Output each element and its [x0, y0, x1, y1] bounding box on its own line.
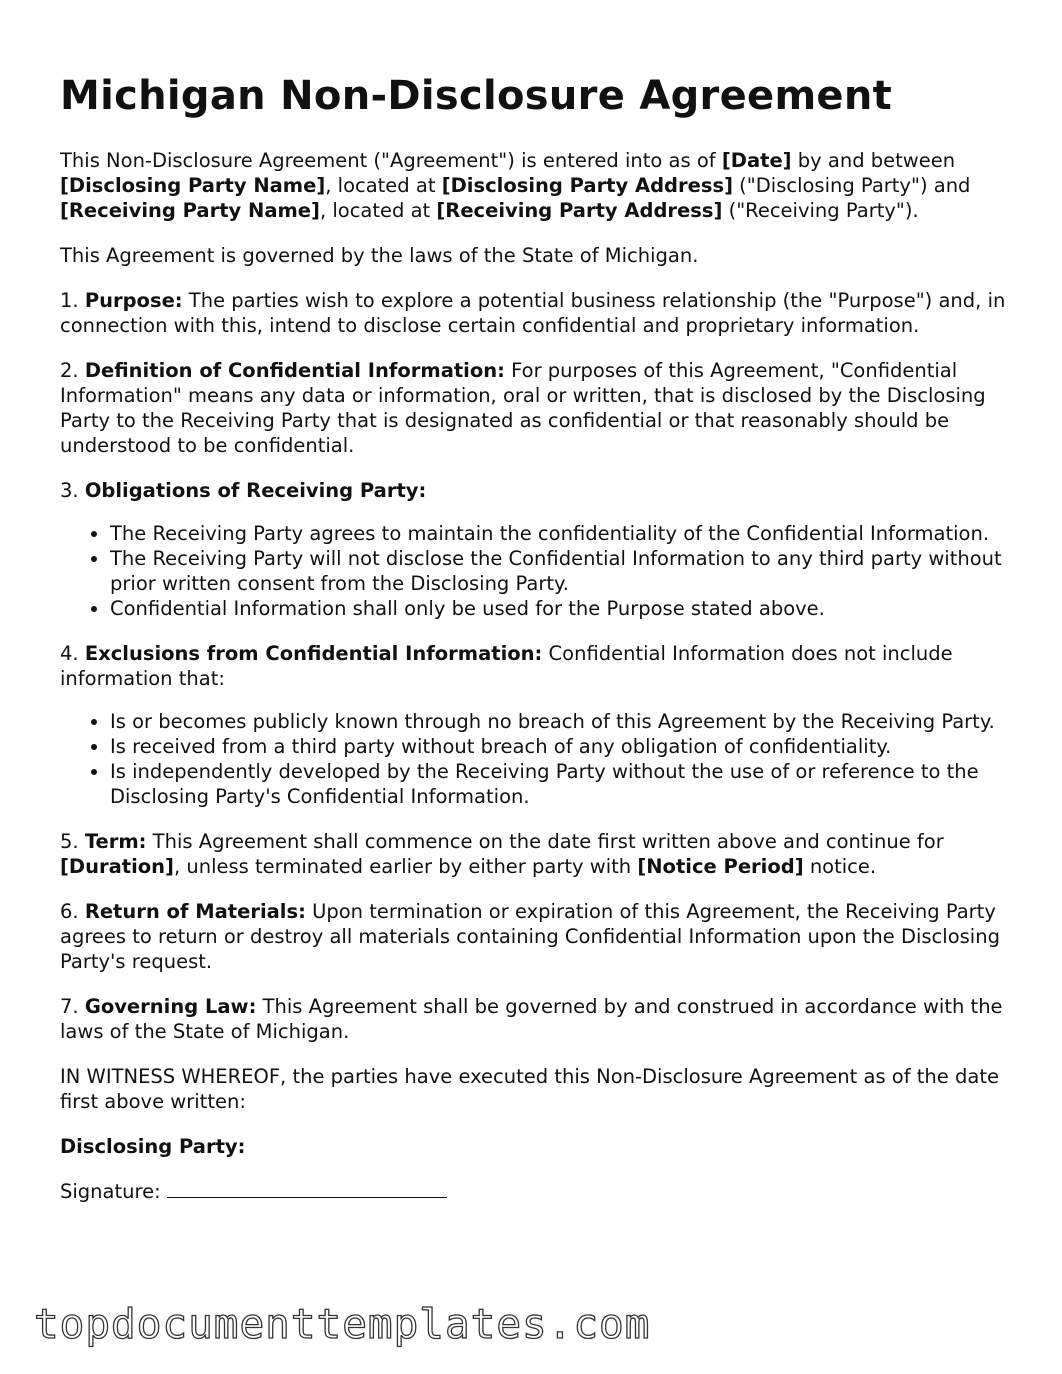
signature-label: Signature: [60, 1180, 161, 1203]
governed-paragraph: This Agreement is governed by the laws of the State of Michigan. [60, 244, 699, 267]
section-purpose: 1. Purpose: The parties wish to explore a potential business relationship (the "Purpose") and, in connection with this, intend to disclose certain confidential and proprietary information. [60, 289, 1006, 337]
disclosing-party-label: Disclosing Party: [60, 1135, 246, 1158]
section-exclusions: 4. Exclusions from Confidential Information: Confidential Information does not include information that: [60, 642, 953, 690]
section-term: 5. Term: This Agreement shall commence on the date first written above and continue for [Duration], unless terminated earlier by either party with [Notice Period] notice. [60, 830, 944, 878]
list-item: • The Receiving Party agrees to maintain the confidentiality of the Confidential Information. [110, 521, 1010, 546]
section-return: 6. Return of Materials: Upon termination or expiration of this Agreement, the Receiving Party agrees to return or destroy all materials containing Confidential Information upon the Disclosing Party's request. [60, 900, 1000, 973]
section-heading: Term: [84, 830, 147, 853]
list-item: • Is received from a third party without breach of any obligation of confidentiality. [110, 734, 1010, 759]
obligations-list [60, 521, 1010, 621]
list-item: • Is independently developed by the Receiving Party without the use of or reference to the Disclosing Party's Confidential Information. [110, 759, 1010, 809]
watermark-text: topdocumenttemplates.com [34, 1300, 651, 1348]
notice-period-placeholder: [Notice Period] [637, 855, 804, 878]
document-page [60, 72, 1010, 1224]
section-heading: Return of Materials: [84, 900, 306, 923]
disclosing-address-placeholder: [Disclosing Party Address] [441, 174, 733, 197]
section-obligations: 3. Obligations of Receiving Party: [60, 479, 427, 502]
section-heading: Obligations of Receiving Party: [84, 479, 427, 502]
list-item: • Confidential Information shall only be used for the Purpose stated above. [110, 596, 1010, 621]
signature-line[interactable] [167, 1179, 447, 1198]
page-title: Michigan Non-Disclosure Agreement [60, 73, 893, 119]
section-heading: Purpose: [84, 289, 183, 312]
list-item: • The Receiving Party will not disclose the Confidential Information to any third party without prior written consent from the Disclosing Party. [110, 546, 1010, 596]
section-governing-law: 7. Governing Law: This Agreement shall be governed by and construed in accordance with the laws of the State of Michigan. [60, 995, 1003, 1043]
section-definition: 2. Definition of Confidential Information: For purposes of this Agreement, "Confidential Information" means any data or information, oral or written, that is disclosed by the Disclosing Party to the Receiving Party that is designated as confidential or that reasonably should be understood to be confidential. [60, 359, 986, 457]
exclusions-list [60, 709, 1010, 809]
receiving-name-placeholder: [Receiving Party Name] [60, 199, 320, 222]
witness-paragraph: IN WITNESS WHEREOF, the parties have executed this Non-Disclosure Agreement as of the date first above written: [60, 1065, 999, 1113]
receiving-address-placeholder: [Receiving Party Address] [436, 199, 723, 222]
signature-row [60, 1179, 1010, 1204]
section-heading: Governing Law: [84, 995, 257, 1018]
list-item: • Is or becomes publicly known through no breach of this Agreement by the Receiving Party. [110, 709, 1010, 734]
section-heading: Definition of Confidential Information: [84, 359, 505, 382]
intro-paragraph: This Non-Disclosure Agreement ("Agreement") is entered into as of [Date] by and between [Disclosing Party Name], located at [Disclosing Party Address] ("Disclosing Party") and [Receiving Party Name], located at [Receiving Party Address] ("Receiving Party"). [60, 149, 971, 222]
section-heading: Exclusions from Confidential Information: [84, 642, 543, 665]
date-placeholder: [Date] [721, 149, 792, 172]
duration-placeholder: [Duration] [60, 855, 174, 878]
disclosing-name-placeholder: [Disclosing Party Name] [60, 174, 326, 197]
